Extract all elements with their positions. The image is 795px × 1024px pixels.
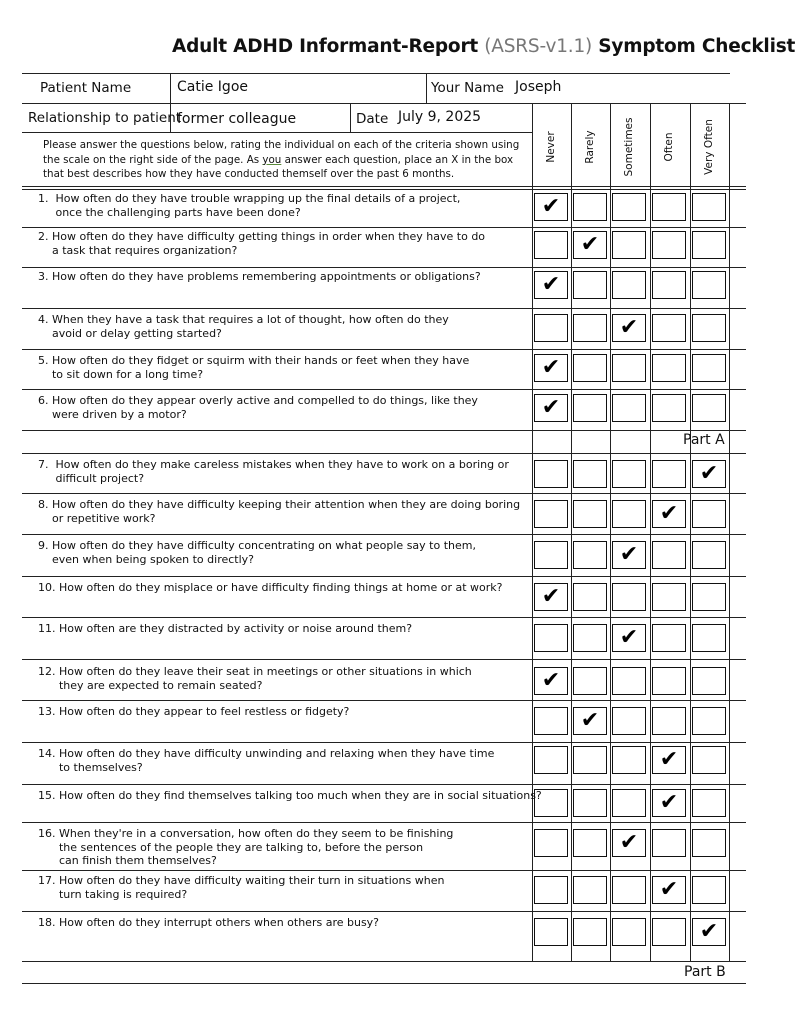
answer-box-q8-very-often[interactable] xyxy=(692,500,726,528)
page-title xyxy=(172,36,795,57)
column-header-top xyxy=(532,103,746,104)
answer-box-q14-sometimes[interactable] xyxy=(612,746,646,774)
answer-box-q12-often[interactable] xyxy=(652,667,686,695)
row-separator xyxy=(22,389,746,390)
patient-name-field[interactable]: Catie Igoe xyxy=(177,79,248,95)
answer-box-q12-sometimes[interactable] xyxy=(612,667,646,695)
answer-box-q1-very-often[interactable] xyxy=(692,193,726,221)
checkmark-icon: ✔ xyxy=(659,790,679,815)
header-divider-3 xyxy=(350,103,351,132)
instructions: Please answer the questions below, rating the individual on each of the criteria shown using the scale on the right side of the page. As you answer each question, place an X in the box that best describes how they have conducted themself over the past 6 months. xyxy=(43,139,520,180)
part-a-label: Part A xyxy=(683,432,725,448)
checkmark-icon: ✔ xyxy=(659,877,679,902)
checkmark-icon: ✔ xyxy=(541,668,561,693)
answer-box-q16-very-often[interactable] xyxy=(692,829,726,857)
answer-box-q7-rarely[interactable] xyxy=(573,460,607,488)
row-separator xyxy=(22,430,746,431)
question-5-text: 5. How often do they fidget or squirm with their hands or feet when they have to sit down for a long time? xyxy=(38,354,470,381)
checkmark-icon: ✔ xyxy=(619,625,639,650)
answer-box-q2-very-often[interactable] xyxy=(692,231,726,259)
answer-box-q18-often[interactable] xyxy=(652,918,686,946)
answer-box-q9-rarely[interactable] xyxy=(573,541,607,569)
answer-box-q9-never[interactable] xyxy=(534,541,568,569)
row-separator xyxy=(22,186,746,187)
answer-box-q3-rarely[interactable] xyxy=(573,271,607,299)
column-header-never: Never xyxy=(545,131,557,163)
answer-box-q5-sometimes[interactable] xyxy=(612,354,646,382)
answer-box-q13-often[interactable] xyxy=(652,707,686,735)
row-separator xyxy=(22,870,746,871)
column-header-rarely: Rarely xyxy=(584,130,596,164)
question-18-text: 18. How often do they interrupt others when others are busy? xyxy=(38,916,380,929)
column-header-sometimes: Sometimes xyxy=(623,117,635,177)
checkmark-icon: ✔ xyxy=(580,708,600,733)
title-version-tag: (ASRS-v1.1) xyxy=(484,36,593,57)
checkmark-icon: ✔ xyxy=(619,830,639,855)
row-separator xyxy=(22,659,746,660)
answer-box-q4-very-often[interactable] xyxy=(692,314,726,342)
question-17-text: 17. How often do they have difficulty waiting their turn in situations when turn taking is required? xyxy=(38,874,445,901)
row-separator xyxy=(22,822,746,823)
question-1-text: 1. How often do they have trouble wrapping up the final details of a project, once the challenging parts have been done? xyxy=(38,192,461,219)
question-16-text: 16. When they're in a conversation, how often do they seem to be finishing the sentences of the people they are talking to, before the person can finish them themselves? xyxy=(38,827,454,867)
column-divider xyxy=(610,103,611,961)
answer-box-q16-often[interactable] xyxy=(652,829,686,857)
answer-box-q17-sometimes[interactable] xyxy=(612,876,646,904)
row-separator xyxy=(22,911,746,912)
answer-box-q8-rarely[interactable] xyxy=(573,500,607,528)
column-divider xyxy=(650,103,651,961)
answer-box-q12-very-often[interactable] xyxy=(692,667,726,695)
checkmark-icon: ✔ xyxy=(699,919,719,944)
row-separator xyxy=(22,308,746,309)
question-10-text: 10. How often do they misplace or have difficulty finding things at home or at work? xyxy=(38,581,503,594)
row-separator xyxy=(22,617,746,618)
row-separator xyxy=(22,453,746,454)
checkmark-icon: ✔ xyxy=(619,542,639,567)
patient-name-label: Patient Name xyxy=(40,80,132,96)
header-top-border xyxy=(22,73,730,74)
answer-box-q4-never[interactable] xyxy=(534,314,568,342)
checkmark-icon: ✔ xyxy=(541,272,561,297)
checkmark-icon: ✔ xyxy=(659,747,679,772)
answer-box-q15-sometimes[interactable] xyxy=(612,789,646,817)
answer-box-q13-never[interactable] xyxy=(534,707,568,735)
question-9-text: 9. How often do they have difficulty concentrating on what people say to them, even when being spoken to directly? xyxy=(38,539,476,566)
checkmark-icon: ✔ xyxy=(659,501,679,526)
right-border xyxy=(729,103,730,961)
relationship-field[interactable]: former colleague xyxy=(177,111,297,127)
row-separator xyxy=(22,742,746,743)
answer-box-q3-often[interactable] xyxy=(652,271,686,299)
answer-box-q5-rarely[interactable] xyxy=(573,354,607,382)
answer-box-q3-very-often[interactable] xyxy=(692,271,726,299)
answer-box-q14-very-often[interactable] xyxy=(692,746,726,774)
header-divider-2 xyxy=(426,73,427,103)
answer-box-q6-very-often[interactable] xyxy=(692,394,726,422)
row-separator xyxy=(22,700,746,701)
answer-box-q13-sometimes[interactable] xyxy=(612,707,646,735)
answer-box-q15-never[interactable] xyxy=(534,789,568,817)
answer-box-q15-very-often[interactable] xyxy=(692,789,726,817)
answer-box-q4-often[interactable] xyxy=(652,314,686,342)
answer-box-q4-rarely[interactable] xyxy=(573,314,607,342)
answer-box-q6-often[interactable] xyxy=(652,394,686,422)
row-separator xyxy=(22,534,746,535)
bottom-border xyxy=(22,983,746,984)
answer-box-q7-often[interactable] xyxy=(652,460,686,488)
row-separator xyxy=(22,227,746,228)
part-b-label: Part B xyxy=(684,964,726,980)
answer-box-q2-never[interactable] xyxy=(534,231,568,259)
question-14-text: 14. How often do they have difficulty unwinding and relaxing when they have time to themselves? xyxy=(38,747,495,774)
answer-box-q10-rarely[interactable] xyxy=(573,583,607,611)
question-13-text: 13. How often do they appear to feel restless or fidgety? xyxy=(38,705,350,718)
answer-box-q2-sometimes[interactable] xyxy=(612,231,646,259)
row-separator xyxy=(22,189,746,190)
answer-box-q10-very-often[interactable] xyxy=(692,583,726,611)
answer-box-q14-never[interactable] xyxy=(534,746,568,774)
answer-box-q3-sometimes[interactable] xyxy=(612,271,646,299)
answer-box-q10-sometimes[interactable] xyxy=(612,583,646,611)
answer-box-q11-very-often[interactable] xyxy=(692,624,726,652)
question-8-text: 8. How often do they have difficulty keeping their attention when they are doing boring or repetitive work? xyxy=(38,498,521,525)
answer-box-q11-rarely[interactable] xyxy=(573,624,607,652)
answer-box-q5-often[interactable] xyxy=(652,354,686,382)
row-separator xyxy=(22,493,746,494)
column-header-very-often: Very Often xyxy=(703,119,715,175)
title-main: Adult ADHD Informant-Report xyxy=(172,36,479,57)
answer-box-q7-never[interactable] xyxy=(534,460,568,488)
question-6-text: 6. How often do they appear overly active and compelled to do things, like they were driven by a motor? xyxy=(38,394,478,421)
answer-box-q8-never[interactable] xyxy=(534,500,568,528)
question-12-text: 12. How often do they leave their seat in meetings or other situations in which they are expected to remain seated? xyxy=(38,665,472,692)
answer-box-q18-sometimes[interactable] xyxy=(612,918,646,946)
answer-box-q16-rarely[interactable] xyxy=(573,829,607,857)
answer-box-q13-very-often[interactable] xyxy=(692,707,726,735)
question-11-text: 11. How often are they distracted by activity or noise around them? xyxy=(38,622,413,635)
row-separator xyxy=(22,576,746,577)
row-separator xyxy=(22,784,746,785)
date-field[interactable]: July 9, 2025 xyxy=(398,109,482,125)
row-separator xyxy=(22,961,746,962)
row-separator xyxy=(22,349,746,350)
title-end: Symptom Checklist xyxy=(598,36,795,57)
checkmark-icon: ✔ xyxy=(699,461,719,486)
checkmark-icon: ✔ xyxy=(541,355,561,380)
row-separator xyxy=(22,267,746,268)
answer-box-q16-never[interactable] xyxy=(534,829,568,857)
column-divider xyxy=(690,103,691,961)
answer-box-q1-sometimes[interactable] xyxy=(612,193,646,221)
relationship-label: Relationship to patient xyxy=(28,110,182,126)
checkmark-icon: ✔ xyxy=(541,194,561,219)
checkmark-icon: ✔ xyxy=(580,232,600,257)
answer-box-q10-often[interactable] xyxy=(652,583,686,611)
answer-box-q18-never[interactable] xyxy=(534,918,568,946)
checkmark-icon: ✔ xyxy=(619,315,639,340)
answer-box-q8-sometimes[interactable] xyxy=(612,500,646,528)
answer-box-q1-rarely[interactable] xyxy=(573,193,607,221)
question-15-text: 15. How often do they find themselves talking too much when they are in social situations? xyxy=(38,789,542,802)
answer-box-q17-rarely[interactable] xyxy=(573,876,607,904)
question-4-text: 4. When they have a task that requires a lot of thought, how often do they avoid or delay getting started? xyxy=(38,313,449,340)
question-7-text: 7. How often do they make careless mistakes when they have to work on a boring or difficult project? xyxy=(38,458,509,485)
header-row2-border xyxy=(22,132,532,133)
answer-box-q18-rarely[interactable] xyxy=(573,918,607,946)
answer-box-q7-sometimes[interactable] xyxy=(612,460,646,488)
answer-box-q2-often[interactable] xyxy=(652,231,686,259)
answer-box-q12-rarely[interactable] xyxy=(573,667,607,695)
answer-box-q14-rarely[interactable] xyxy=(573,746,607,774)
column-divider xyxy=(571,103,572,961)
column-header-often: Often xyxy=(663,132,675,162)
your-name-field[interactable]: Joseph xyxy=(515,79,562,95)
answer-box-q1-often[interactable] xyxy=(652,193,686,221)
checkmark-icon: ✔ xyxy=(541,584,561,609)
answer-box-q17-very-often[interactable] xyxy=(692,876,726,904)
date-label: Date xyxy=(356,111,389,127)
answer-box-q6-rarely[interactable] xyxy=(573,394,607,422)
answer-box-q9-very-often[interactable] xyxy=(692,541,726,569)
question-2-text: 2. How often do they have difficulty getting things in order when they have to do a task that requires organization? xyxy=(38,230,486,257)
question-3-text: 3. How often do they have problems remembering appointments or obligations? xyxy=(38,270,481,283)
answer-box-q15-rarely[interactable] xyxy=(573,789,607,817)
answer-box-q6-sometimes[interactable] xyxy=(612,394,646,422)
answer-box-q17-never[interactable] xyxy=(534,876,568,904)
your-name-label: Your Name xyxy=(431,80,504,96)
answer-box-q11-often[interactable] xyxy=(652,624,686,652)
answer-box-q5-very-often[interactable] xyxy=(692,354,726,382)
column-divider xyxy=(532,103,533,961)
answer-box-q9-often[interactable] xyxy=(652,541,686,569)
checkmark-icon: ✔ xyxy=(541,395,561,420)
answer-box-q11-never[interactable] xyxy=(534,624,568,652)
